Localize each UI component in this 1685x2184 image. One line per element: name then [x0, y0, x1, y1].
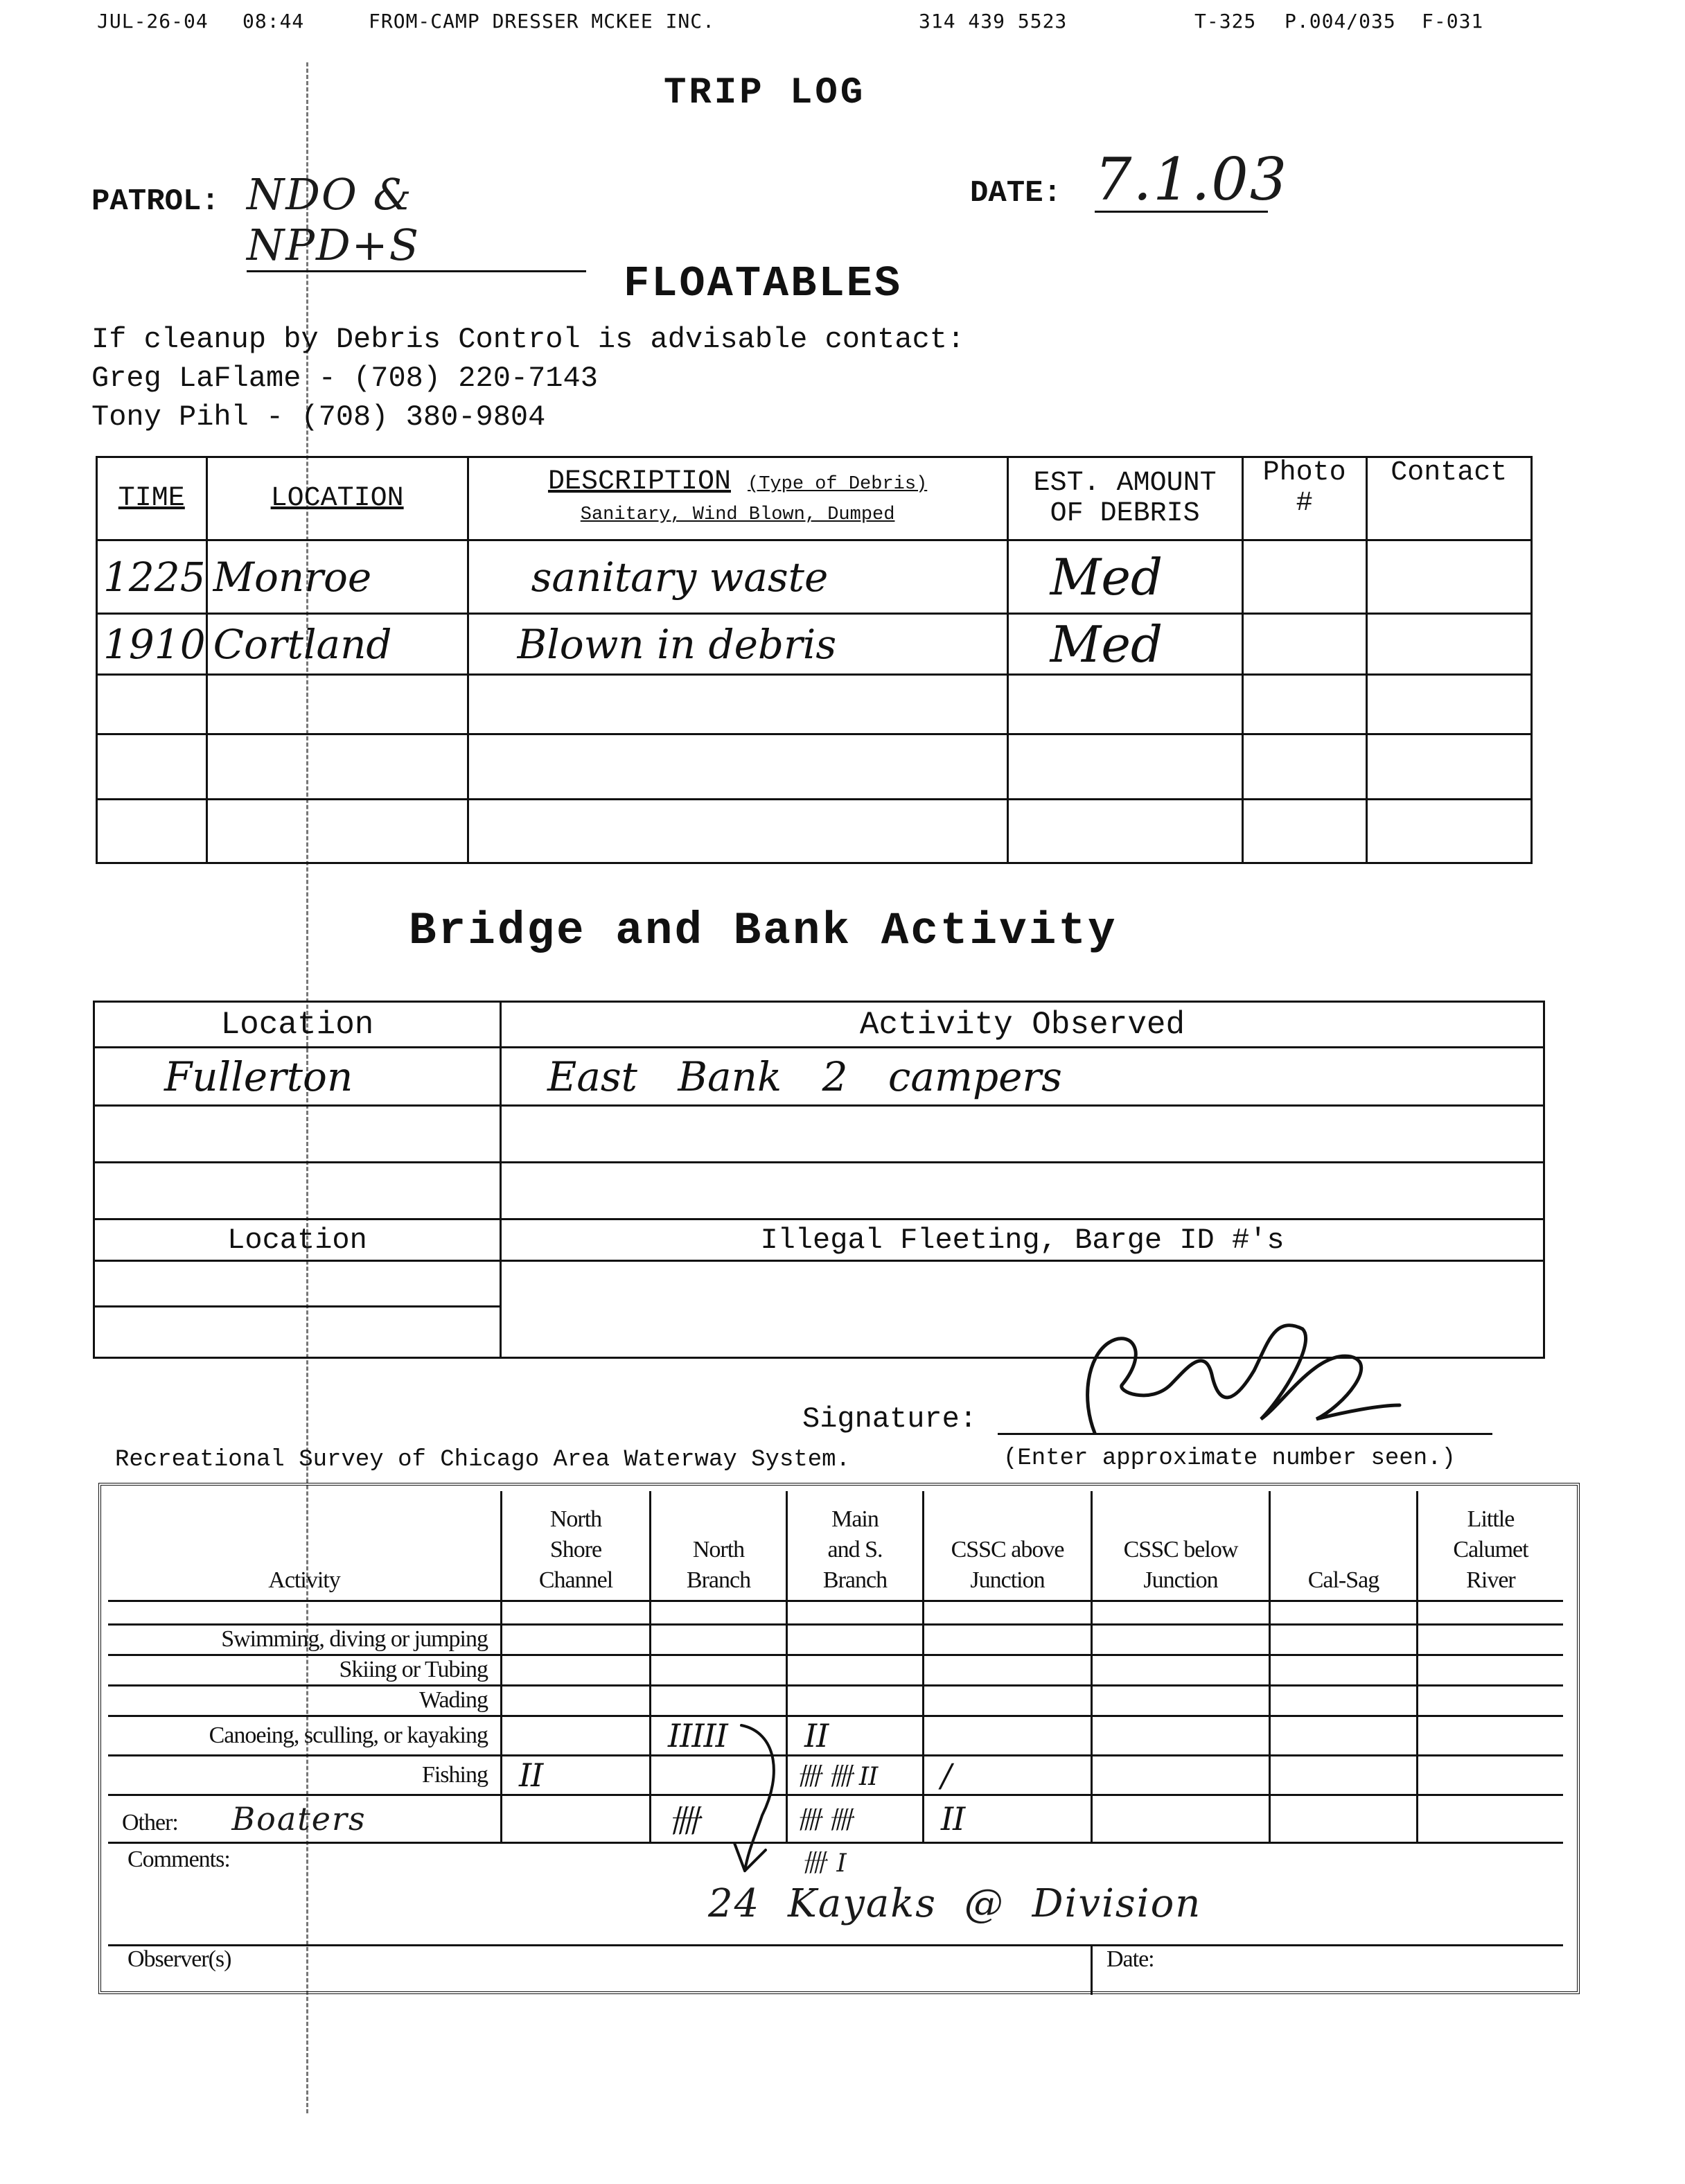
- col-text: River: [1466, 1567, 1515, 1593]
- observer-date-cell: Date:: [1092, 1945, 1564, 1995]
- survey-title: Recreational Survey of Chicago Area Waterway System.: [115, 1447, 850, 1473]
- bridge-row-location: [94, 1163, 501, 1219]
- row-description: sanitary waste: [468, 540, 1007, 614]
- activity-other: [108, 1795, 502, 1842]
- floatables-table: [96, 456, 1533, 864]
- row-amount: [1007, 734, 1242, 800]
- comments-cell: [108, 1842, 1563, 1945]
- table-row: [108, 1755, 1563, 1795]
- survey-col-north-branch: [651, 1491, 787, 1601]
- other-cssc-above: II: [924, 1795, 1092, 1842]
- tally-bracket: [714, 1718, 804, 1878]
- patrol-value: NDO & NPD+S: [247, 169, 586, 272]
- fishing-cssc-above: /: [924, 1755, 1092, 1795]
- photo-line2: #: [1296, 488, 1313, 519]
- table-row: [97, 800, 1532, 863]
- survey-note: (Enter approximate number seen.): [1003, 1445, 1456, 1472]
- table-row: [94, 1048, 1544, 1106]
- row-contact: [1366, 540, 1531, 614]
- other-north-branch: 卌: [651, 1795, 787, 1842]
- header-description: [468, 457, 1007, 540]
- bridge-activity-header: Activity Observed: [501, 1002, 1544, 1048]
- col-text: Main: [831, 1506, 879, 1532]
- row-time: 1910: [97, 614, 207, 675]
- survey-col-north-shore: [502, 1491, 651, 1601]
- table-row: [94, 1163, 1544, 1219]
- contact-intro: If cleanup by Debris Control is advisable contact:: [91, 323, 965, 356]
- header-photo: [1242, 457, 1366, 540]
- bridge-row-activity: [501, 1163, 1544, 1219]
- survey-col-main-branch: [787, 1491, 924, 1601]
- col-text: and S.: [827, 1536, 883, 1562]
- col-text: Junction: [1143, 1567, 1218, 1593]
- row-photo: [1242, 675, 1366, 734]
- comments-label: Comments:: [127, 1846, 230, 1872]
- col-text: CSSC above: [951, 1536, 1064, 1562]
- canoeing-north-branch: IIIII: [651, 1716, 787, 1755]
- col-text: Junction: [970, 1567, 1045, 1593]
- activity-canoeing: Canoeing, sculling, or kayaking: [108, 1716, 502, 1755]
- other-value: Boaters: [231, 1799, 367, 1838]
- observer-cell: Observer(s): [108, 1945, 1092, 1995]
- fax-page: P.004/035: [1285, 10, 1396, 33]
- activity-wading: Wading: [108, 1685, 502, 1716]
- spacer-row: [108, 1601, 1563, 1624]
- col-text: Calumet: [1453, 1536, 1528, 1562]
- row-amount: [1007, 675, 1242, 734]
- table-row: [108, 1685, 1563, 1716]
- fishing-north-shore: II: [502, 1755, 651, 1795]
- est-amount-line1: EST. AMOUNT: [1033, 467, 1217, 499]
- date-label: DATE:: [970, 176, 1062, 211]
- bridge-row-activity: [501, 1106, 1544, 1163]
- other-main-branch: 卌 卌: [787, 1795, 924, 1842]
- est-amount-line2: OF DEBRIS: [1050, 497, 1200, 529]
- col-text: Branch: [686, 1567, 751, 1593]
- floatables-heading: FLOATABLES: [624, 259, 903, 308]
- patrol-label: PATROL:: [91, 184, 220, 219]
- activity-skiing: Skiing or Tubing: [108, 1655, 502, 1685]
- row-location: [206, 734, 468, 800]
- row-photo: [1242, 540, 1366, 614]
- row-amount: [1007, 800, 1242, 863]
- fax-time: 08:44: [242, 10, 305, 33]
- description-title: DESCRIPTION: [547, 466, 731, 497]
- col-text: Little: [1467, 1506, 1515, 1532]
- survey-col-little-calumet: [1418, 1491, 1564, 1601]
- bridge-row-activity: East Bank 2 campers: [501, 1048, 1544, 1106]
- table-row: [94, 1106, 1544, 1163]
- bridge-location-header: Location: [94, 1002, 501, 1048]
- comments-extra-tally: 卌 I: [801, 1849, 848, 1878]
- row-photo: [1242, 614, 1366, 675]
- table-row: [97, 540, 1532, 614]
- header-time: TIME: [97, 457, 207, 540]
- row-time: [97, 800, 207, 863]
- bridge-row-location: [94, 1106, 501, 1163]
- table-row: [108, 1655, 1563, 1685]
- table-row: [97, 614, 1532, 675]
- row-description: Blown in debris: [468, 614, 1007, 675]
- bridge-heading: Bridge and Bank Activity: [409, 905, 1118, 957]
- row-location: Monroe: [206, 540, 468, 614]
- page-title: TRIP LOG: [664, 72, 866, 114]
- fax-from: FROM-CAMP DRESSER MCKEE INC.: [369, 10, 716, 33]
- row-contact: [1366, 800, 1531, 863]
- other-label: Other:: [122, 1809, 178, 1835]
- col-text: Branch: [822, 1567, 888, 1593]
- fax-date: JUL-26-04: [97, 10, 209, 33]
- fax-t-code: T-325: [1194, 10, 1257, 33]
- fax-phone: 314 439 5523: [919, 10, 1068, 33]
- row-location: Cortland: [206, 614, 468, 675]
- description-sub: (Type of Debris): [748, 474, 928, 495]
- contact-block: [91, 320, 964, 437]
- survey-col-cssc-below: [1092, 1491, 1270, 1601]
- date-value: 7.1.03: [1095, 146, 1289, 213]
- signature-mark: [1053, 1301, 1413, 1447]
- canoeing-main-branch: II: [787, 1716, 924, 1755]
- survey-col-cal-sag: Cal-Sag: [1270, 1491, 1418, 1601]
- fishing-main-branch: 卌 卌 II: [787, 1755, 924, 1795]
- row-photo: [1242, 800, 1366, 863]
- survey-col-activity: Activity: [108, 1491, 502, 1601]
- fax-f-code: F-031: [1422, 10, 1484, 33]
- col-text: CSSC below: [1123, 1536, 1238, 1562]
- row-description: [468, 800, 1007, 863]
- table-row: [108, 1624, 1563, 1655]
- row-photo: [1242, 734, 1366, 800]
- row-time: [97, 734, 207, 800]
- fleeting-row-location: [94, 1261, 501, 1307]
- contact-greg: Greg LaFlame - (708) 220-7143: [91, 362, 598, 395]
- col-text: North: [549, 1506, 602, 1532]
- activity-swimming: Swimming, diving or jumping: [108, 1624, 502, 1655]
- fleeting-header: Illegal Fleeting, Barge ID #'s: [501, 1219, 1544, 1261]
- header-est-amount: [1007, 457, 1242, 540]
- table-row: [108, 1795, 1563, 1842]
- fleeting-location-header: Location: [94, 1219, 501, 1261]
- bridge-row-location: Fullerton: [94, 1048, 501, 1106]
- row-contact: [1366, 734, 1531, 800]
- row-contact: [1366, 614, 1531, 675]
- col-text: North: [692, 1536, 745, 1562]
- activity-fishing: Fishing: [108, 1755, 502, 1795]
- row-location: [206, 800, 468, 863]
- comments-value: 24 Kayaks @ Division: [708, 1881, 1202, 1926]
- col-text: Channel: [538, 1567, 613, 1593]
- header-contact: Contact: [1366, 457, 1531, 540]
- row-location: [206, 675, 468, 734]
- row-time: [97, 675, 207, 734]
- contact-tony: Tony Pihl - (708) 380-9804: [91, 400, 546, 434]
- signature-label: Signature:: [802, 1402, 978, 1436]
- photo-line1: Photo: [1262, 457, 1346, 488]
- row-description: [468, 675, 1007, 734]
- fleeting-row-location: [94, 1307, 501, 1358]
- row-amount: Med: [1007, 540, 1242, 614]
- row-time: 1225: [97, 540, 207, 614]
- description-types: Sanitary, Wind Blown, Dumped: [580, 504, 895, 525]
- row-amount: Med: [1007, 614, 1242, 675]
- row-description: [468, 734, 1007, 800]
- survey-col-cssc-above: [924, 1491, 1092, 1601]
- table-row: [108, 1716, 1563, 1755]
- survey-table: [108, 1491, 1563, 1995]
- table-row: [97, 675, 1532, 734]
- row-contact: [1366, 675, 1531, 734]
- col-text: Shore: [549, 1536, 602, 1562]
- table-row: [97, 734, 1532, 800]
- header-location: LOCATION: [206, 457, 468, 540]
